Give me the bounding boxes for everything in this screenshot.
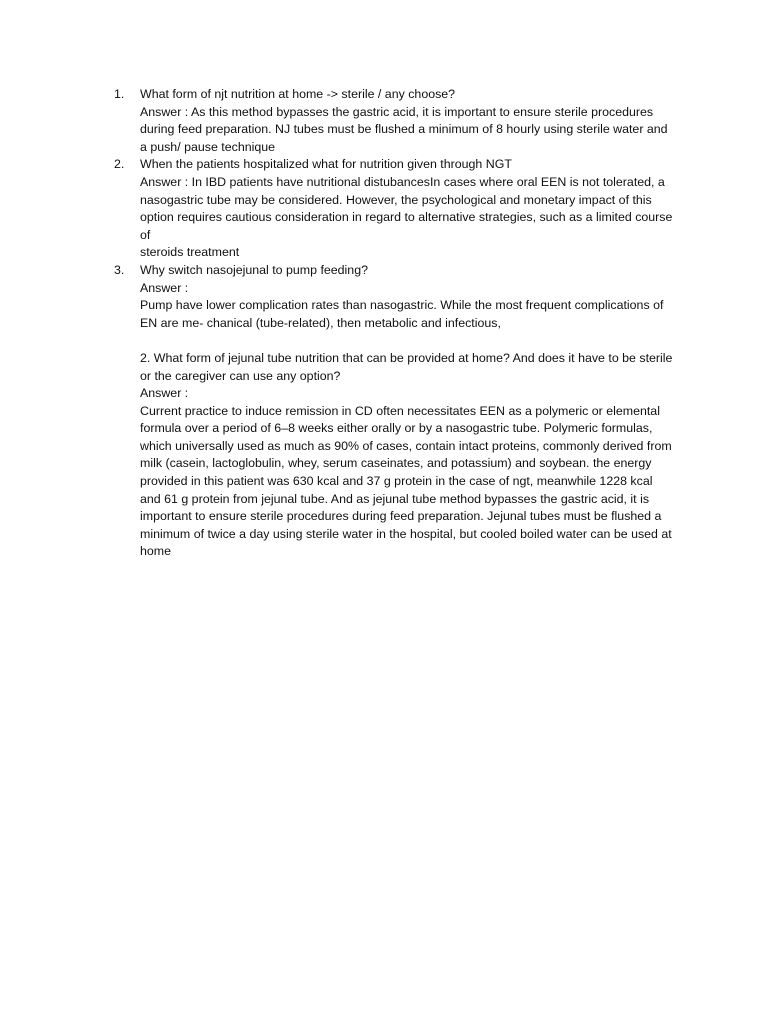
question-number: 3. — [114, 262, 125, 277]
answer-text: Current practice to induce remission in CD often necessitates EEN as a polymeric or elemental formula over a period of 6–8 weeks either orally or by a nasogastric tube. Polymeric formulas, which universally used as much as 90% of cases, contain intact proteins, commonly derived from milk (casein, lactoglobulin, whey, serum caseinates, and potassium) and soybean. the energy provided in this patient was 630 kcal and 37 g protein in the case of ngt, meanwhile 1228 kcal and 61 g protein from jejunal tube. And as jejunal tube method bypasses the gastric acid, it is important to ensure sterile procedures during feed preparation. Jejunal tubes must be flushed a minimum of twice a day using sterile water in the hospital, but cooled boiled water can be used at home — [140, 403, 672, 559]
question-item-2 — [114, 156, 674, 262]
question-text: Why switch nasojejunal to pump feeding? — [140, 262, 368, 277]
question-text: 2. What form of jejunal tube nutrition that can be provided at home? And does it have to be sterile or the caregiver can use any option? — [140, 350, 673, 383]
blank-line — [114, 332, 674, 350]
question-number: 2. — [114, 157, 125, 172]
answer-label: Answer : — [140, 386, 189, 401]
question-number: 1. — [114, 87, 125, 101]
question-list — [114, 86, 674, 332]
question-text: What form of njt nutrition at home -> sterile / any choose? — [140, 87, 456, 101]
question-section-2 — [114, 350, 674, 561]
answer-text: Pump have lower complication rates than nasogastric. While the most frequent complications of EN are me- chanical (tube-related), then metabolic and infectious, — [140, 298, 664, 330]
answer-text: Answer : In IBD patients have nutritional distubancesIn cases where oral EEN is not tolerated, a nasogastric tube may be considered. However, the psychological and monetary impact of this option requires cautious consideration in regard to alternative strategies, such as a limited course of — [140, 174, 673, 242]
answer-text: Answer : As this method bypasses the gastric acid, it is important to ensure sterile procedures during feed preparation. NJ tubes must be flushed a minimum of 8 hourly using sterile water and a push/ pause technique — [140, 104, 668, 154]
document-body — [114, 86, 674, 561]
question-text: When the patients hospitalized what for nutrition given through NGT — [140, 157, 512, 172]
answer-label: Answer : — [140, 280, 189, 295]
answer-text-continued: steroids treatment — [140, 245, 240, 260]
question-item-1 — [114, 86, 674, 156]
question-item-3 — [114, 262, 674, 332]
